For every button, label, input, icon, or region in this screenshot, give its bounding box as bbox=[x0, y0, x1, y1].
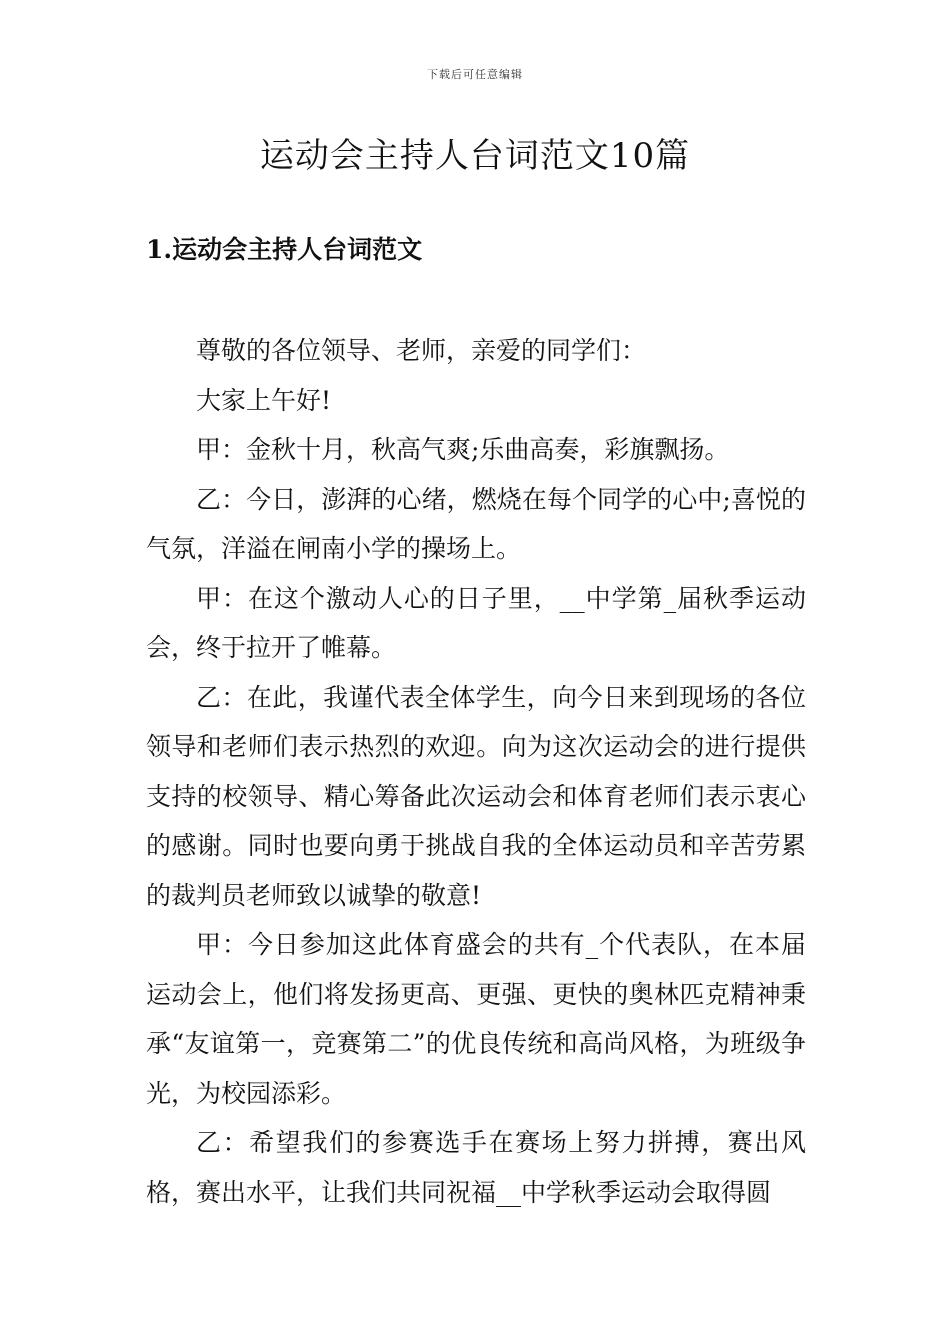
section-heading: 1.运动会主持人台词范文 bbox=[146, 235, 423, 264]
paragraph-yi-3: 乙：希望我们的参赛选手在赛场上努力拼搏，赛出风格，赛出水平，让我们共同祝福__中学秋季运动会取得圆 bbox=[146, 1128, 806, 1207]
paragraph-jia-2: 甲：在这个激动人心的日子里，__中学第_届秋季运动会，终于拉开了帷幕。 bbox=[146, 583, 806, 662]
header-note: 下载后可任意编辑 bbox=[427, 68, 523, 81]
paragraph-jia-1: 甲：金秋十月，秋高气爽;乐曲高奏，彩旗飘扬。 bbox=[196, 435, 730, 464]
body-text bbox=[146, 326, 806, 1217]
document-title: 运动会主持人台词范文10篇 bbox=[259, 136, 691, 176]
paragraph-good-morning: 大家上午好! bbox=[196, 385, 332, 415]
paragraph-greeting: 尊敬的各位领导、老师，亲爱的同学们： bbox=[196, 336, 647, 365]
paragraph-yi-2: 乙：在此，我谨代表全体学生，向今日来到现场的各位领导和老师们表示热烈的欢迎。向为这次运动会的进行提供支持的校领导、精心筹备此次运动会和体育老师们表示衷心的感谢。同时也要向勇于挑战自我的全体运动员和辛苦劳累的裁判员老师致以诚挚的敬意! bbox=[146, 682, 806, 910]
paragraph-jia-3: 甲：今日参加这此体育盛会的共有_个代表队，在本届运动会上，他们将发扬更高、更强、更快的奥林匹克精神秉承“友谊第一，竞赛第二”的优良传统和高尚风格，为班级争光，为校园添彩。 bbox=[146, 930, 806, 1108]
paragraph-yi-1: 乙：今日，澎湃的心绪，燃烧在每个同学的心中;喜悦的气氛，洋溢在闸南小学的操场上。 bbox=[146, 484, 806, 563]
